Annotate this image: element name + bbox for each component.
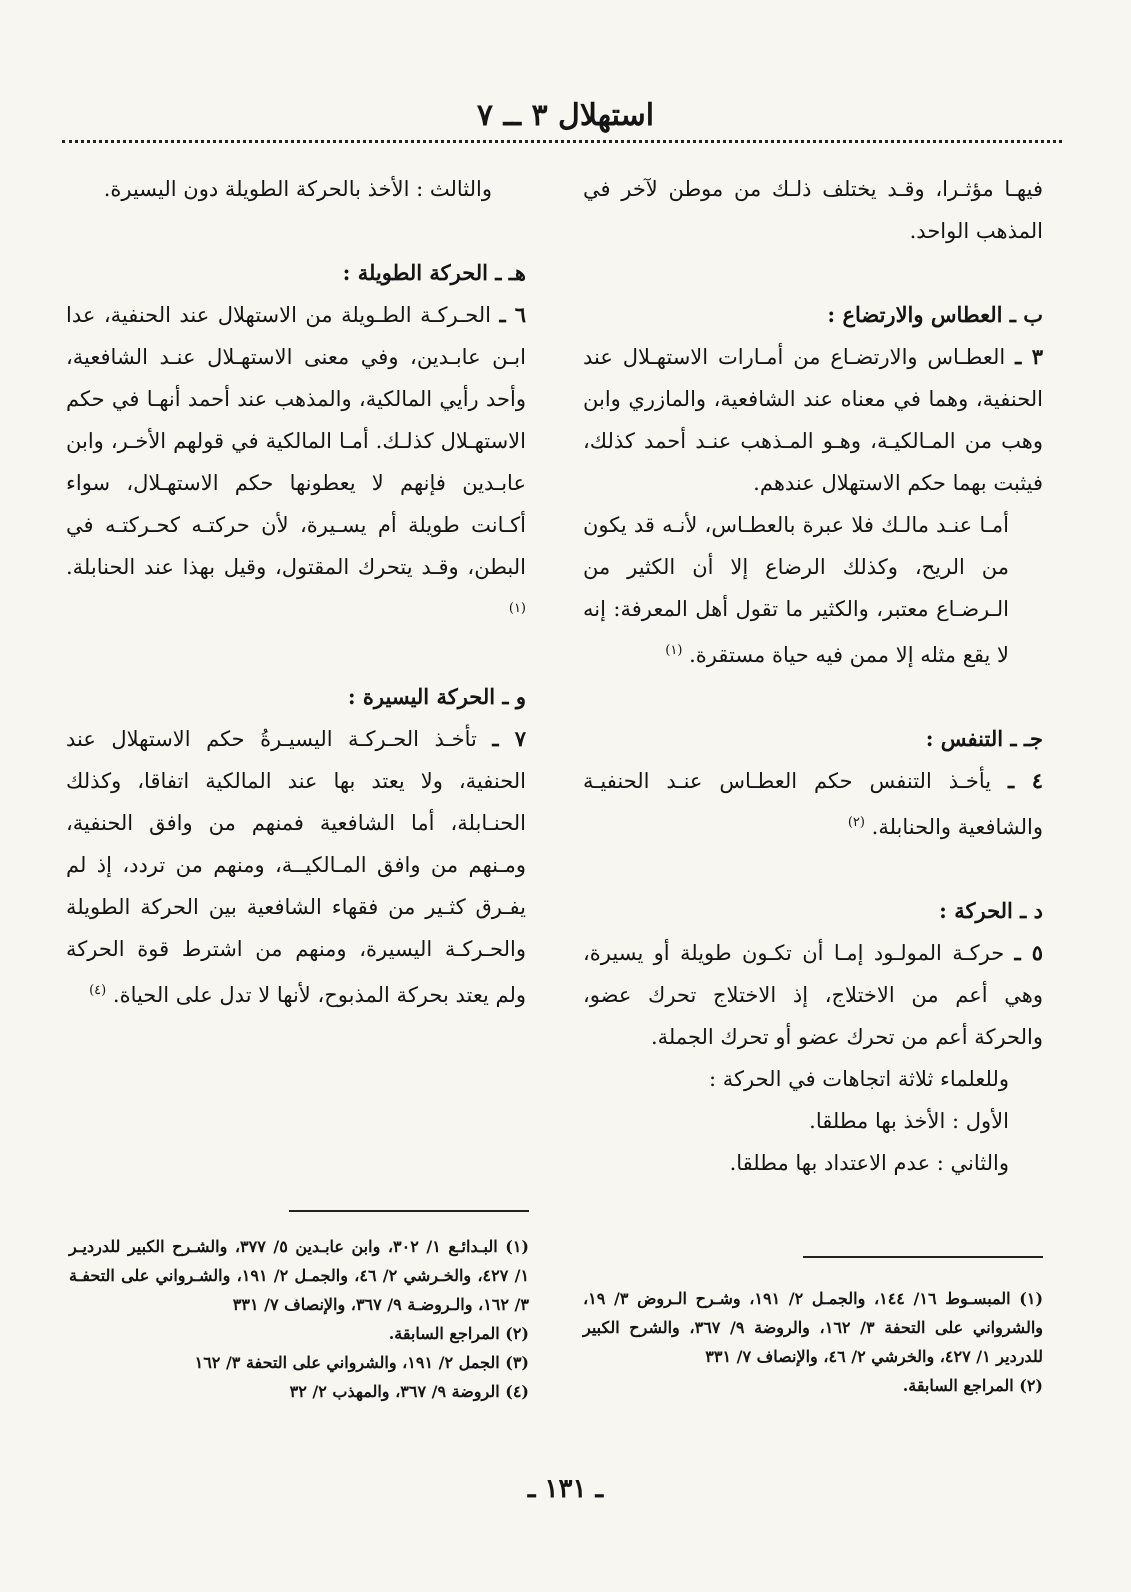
paragraph-text: والثاني : عدم الاعتداد بها مطلقا. <box>729 1151 1009 1175</box>
paragraph-text: تأخـذ الحـركـة اليسيـرةُ حكم الاستهلال عند الحنفية، ولا يعتد بها عند المالكية اتفاقا، وكذلك الحنـابلة، أما الشافعية فمنهم من وافق الحنفية، ومـنهم من وافق المـالكيــة، ومنهم من تردد، إذ لم يفـرق كثـير من فقهاء الشافعية بين الحركة الطويلة والحـركـة اليسيرة، ومنهم من اشترط قوة الحركة ولم يعتد بحركة المذبوح، لأنها لا تدل على الحياة. <box>66 727 526 1007</box>
section-heading-text: جـ ـ التنفس : <box>925 726 1043 751</box>
left-column <box>66 168 526 1016</box>
paragraph <box>66 718 526 1016</box>
paragraph <box>583 168 1043 252</box>
paragraph-gap <box>583 252 1043 294</box>
footnote <box>583 1284 1043 1371</box>
paragraph-text: وللعلماء ثلاثة اتجاهات في الحركة : <box>709 1067 1009 1091</box>
section-heading <box>583 718 1043 760</box>
paragraph-number: ٤ ـ <box>1008 768 1043 793</box>
paragraph-text: أمـا عنـد مالـك فلا عبرة بالعطـاس، لأنـه قد يكون من الريح، وكذلك الرضاع إلا أن الكثير من الـرضـاع معتبر، والكثير ما تقول أهل المعرفة: إنه لا يقع مثله إلا ممن فيه حياة مستقرة. <box>583 513 1009 667</box>
header-dotted-rule <box>62 140 1062 143</box>
paragraph-text: فيهـا مؤثـرا، وقـد يختلف ذلـك من موطن لآخر في المذهب الواحد. <box>583 177 1043 243</box>
paragraph <box>583 504 1043 676</box>
footnote-text: الروضة ٩/ ٣٦٧، والمهذب ٢/ ٣٢ <box>289 1382 500 1401</box>
footnotes-right <box>583 1284 1043 1400</box>
paragraph-number: ٥ ـ <box>1014 940 1043 965</box>
paragraph-gap <box>583 848 1043 890</box>
section-heading-text: و ـ الحركة اليسيرة : <box>347 684 526 709</box>
footnote-number: (٢) <box>1019 1376 1043 1395</box>
paragraph-text: الحـركـة الطـويلة من الاستهلال عند الحنفية، عدا ابـن عابـدين، وفي معنى الاستهـلال عنـد الشافعية، وأحد رأيي المالكية، والمذهب عند أحمد أنهـا في حكم الاستهـلال كذلـك. أمـا المالكية في قولهم الأخـر، وابن عابـدين فإنهم لا يعطونها حكم الاستهـلال، سواء أكـانت طويلة أم يسـيرة، لأن حركتـه كحـركتـه في البطن، وقـد يتحرك المقتول، وقيل بهذا عند الحنابلة. <box>66 303 526 579</box>
footnote-text: البـدائـع ١/ ٣٠٢، وابن عابـدين ٥/ ٣٧٧، والشـرح الكبير للدرديـر ١/ ٤٢٧، والخـرشي ٢/ ٤٦، والجمـل ٢/ ١٩١، والشـرواني على التحفـة ٣/ ١٦٢، والـروضـة ٩/ ٣٦٧، والإنصاف ٧/ ٣٣١ <box>69 1237 530 1314</box>
paragraph-gap <box>583 676 1043 718</box>
paragraph <box>583 336 1043 504</box>
footnote <box>69 1232 529 1319</box>
paragraph <box>66 168 526 210</box>
footnote-number: (٤) <box>505 1382 529 1401</box>
footnote-number: (١) <box>1019 1289 1044 1308</box>
section-heading <box>66 676 526 718</box>
paragraph <box>583 1142 1043 1184</box>
running-head: استهلال ٣ ــ ٧ <box>476 98 655 133</box>
section-heading-text: د ـ الحركة : <box>939 898 1043 923</box>
section-heading <box>66 252 526 294</box>
right-column <box>583 168 1043 1184</box>
paragraph-text: الأول : الأخذ بها مطلقا. <box>809 1109 1009 1133</box>
footnote-text: المبسـوط ١٦/ ١٤٤، والجمـل ٢/ ١٩١، وشـرح الـروض ٣/ ١٩، والشرواني على التحفة ٣/ ١٦٢، والروضة ٩/ ٣٦٧، والشرح الكبير للدردير ١/ ٤٢٧، والخرشي ٢/ ٤٦، والإنصاف ٧/ ٣٣١ <box>583 1289 1043 1366</box>
footnote-marker: (٤) <box>89 983 107 998</box>
footnote <box>69 1348 529 1377</box>
paragraph <box>66 294 526 634</box>
section-heading-text: ب ـ العطاس والارتضاع : <box>827 302 1043 327</box>
paragraph-text: حركـة المولـود إمـا أن تكـون طويلة أو يسيرة، وهي أعم من الاختلاج، إذ الاختلاج تحرك عضو، والحركة أعم من تحرك عضو أو تحرك الجملة. <box>583 941 1043 1049</box>
page-number: ـ ١٣١ ـ <box>527 1474 604 1504</box>
footnote <box>69 1377 529 1406</box>
footnote-text: المراجع السابقة. <box>388 1324 500 1343</box>
paragraph <box>583 1100 1043 1142</box>
footnote-number: (١) <box>505 1237 529 1256</box>
footnote-marker: (٢) <box>847 815 865 830</box>
paragraph-number: ٦ ـ <box>499 302 526 327</box>
paragraph-text: يأخـذ التنفس حكم العطـاس عنـد الحنفيـة والشافعية والحنابلة. <box>583 769 1043 839</box>
footnote <box>583 1371 1043 1400</box>
paragraph <box>583 932 1043 1058</box>
footnote-marker: (١) <box>508 601 526 616</box>
paragraph-text: العطـاس والارتضـاع من أمـارات الاستهـلال عند الحنفية، وهما في معناه عند الشافعية، والمازري وابن وهب من المـالكيـة، وهـو المـذهب عنـد أحمد كذلك، فيثبت بهما حكم الاستهلال عندهم. <box>583 345 1043 495</box>
section-heading-text: هـ ـ الحركة الطويلة : <box>342 260 526 285</box>
footnote-number: (٣) <box>505 1353 529 1372</box>
paragraph-number: ٧ ـ <box>492 726 526 751</box>
footnote-number: (٢) <box>505 1324 529 1343</box>
section-heading <box>583 890 1043 932</box>
section-heading <box>583 294 1043 336</box>
footnote-rule-right <box>803 1256 1043 1258</box>
footnote-rule-left <box>289 1210 529 1212</box>
footnote <box>69 1319 529 1348</box>
paragraph-gap <box>66 634 526 676</box>
footnotes-left <box>69 1232 529 1406</box>
paragraph <box>583 760 1043 848</box>
paragraph-gap <box>66 210 526 252</box>
paragraph-number: ٣ ـ <box>1015 344 1043 369</box>
footnote-text: الجمل ٢/ ١٩١، والشرواني على التحفة ٣/ ١٦٢ <box>194 1353 500 1372</box>
paragraph-text: والثالث : الأخذ بالحركة الطويلة دون اليسيرة. <box>103 177 492 201</box>
footnote-marker: (١) <box>665 643 683 658</box>
footnote-text: المراجع السابقة. <box>902 1376 1014 1395</box>
paragraph <box>583 1058 1043 1100</box>
